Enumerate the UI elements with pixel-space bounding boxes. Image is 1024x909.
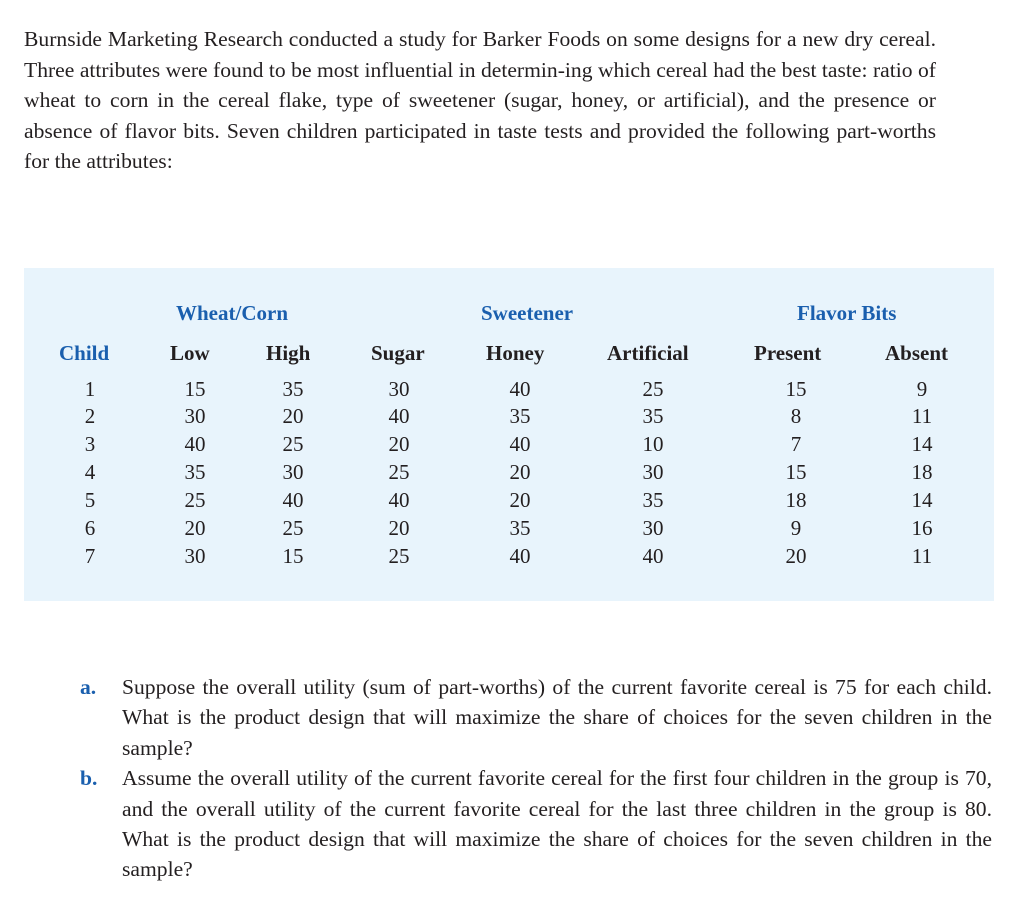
cell-sugar: 20 xyxy=(388,432,410,456)
cell-honey: 20 xyxy=(509,488,531,512)
column-header-sugar: Sugar xyxy=(371,341,425,365)
cell-low: 40 xyxy=(184,432,206,456)
cell-honey: 35 xyxy=(509,404,531,428)
cell-artificial: 30 xyxy=(642,516,664,540)
cell-present: 15 xyxy=(785,460,807,484)
cell-sugar: 40 xyxy=(388,404,410,428)
cell-present: 7 xyxy=(790,432,802,456)
question-b-text: Assume the overall utility of the current favorite cereal for the first four children in the group is 70, and the overall utility of the current favorite cereal for the last three children in the group is 80. What is the product design that will maximize the share of choices for the seven children in the sample? xyxy=(122,766,992,882)
cell-child: 5 xyxy=(84,488,96,512)
cell-child: 3 xyxy=(84,432,96,456)
cell-absent: 16 xyxy=(911,516,933,540)
cell-artificial: 25 xyxy=(642,377,664,401)
cell-child: 4 xyxy=(84,460,96,484)
cell-sugar: 25 xyxy=(388,544,410,568)
question-b xyxy=(80,763,992,885)
cell-artificial: 10 xyxy=(642,432,664,456)
cell-honey: 40 xyxy=(509,377,531,401)
cell-sugar: 20 xyxy=(388,516,410,540)
cell-low: 30 xyxy=(184,544,206,568)
question-a-letter: a. xyxy=(80,675,97,699)
cell-artificial: 30 xyxy=(642,460,664,484)
cell-sugar: 25 xyxy=(388,460,410,484)
cell-high: 25 xyxy=(282,432,304,456)
column-header-child: Child xyxy=(59,341,110,365)
cell-artificial: 35 xyxy=(642,488,664,512)
cell-high: 25 xyxy=(282,516,304,540)
cell-low: 20 xyxy=(184,516,206,540)
cell-honey: 20 xyxy=(509,460,531,484)
cell-low: 15 xyxy=(184,377,206,401)
column-header-high: High xyxy=(266,341,311,365)
cell-sugar: 40 xyxy=(388,488,410,512)
question-b-letter: b. xyxy=(80,766,98,791)
cell-honey: 40 xyxy=(509,432,531,456)
cell-high: 20 xyxy=(282,404,304,428)
cell-absent: 18 xyxy=(911,460,933,484)
cell-present: 15 xyxy=(785,377,807,401)
question-a-text: Suppose the overall utility (sum of part-worths) of the current favorite cereal is 75 for each child. What is the product design that will maximize the share of choices for the seven children in the sample? xyxy=(122,675,992,760)
question-a xyxy=(80,672,992,763)
group-header-flavor-bits: Flavor Bits xyxy=(797,301,897,325)
cell-absent: 14 xyxy=(911,432,933,456)
cell-child: 1 xyxy=(84,377,96,401)
intro-paragraph: Burnside Marketing Research conducted a study for Barker Foods on some designs for a new dry cereal. Three attributes were found to be most influential in determin-ing which cereal had the best taste: ratio of wheat to corn in the cereal flake, type of sweetener (sugar, honey, or artificial), and the presence or absence of flavor bits. Seven children participated in taste tests and provided the following part-worths for the attributes: xyxy=(24,27,936,174)
group-header-sweetener: Sweetener xyxy=(481,301,574,325)
column-header-absent: Absent xyxy=(885,341,949,365)
cell-absent: 11 xyxy=(911,404,933,428)
cell-high: 35 xyxy=(282,377,304,401)
column-header-low: Low xyxy=(170,341,210,365)
cell-honey: 40 xyxy=(509,544,531,568)
part-worths-table xyxy=(24,268,994,601)
cell-present: 20 xyxy=(785,544,807,568)
cell-sugar: 30 xyxy=(388,377,410,401)
column-header-artificial: Artificial xyxy=(607,341,689,365)
cell-low: 25 xyxy=(184,488,206,512)
cell-high: 30 xyxy=(282,460,304,484)
cell-present: 8 xyxy=(790,404,802,428)
cell-absent: 9 xyxy=(916,377,928,401)
cell-high: 15 xyxy=(282,544,304,568)
cell-low: 35 xyxy=(184,460,206,484)
cell-child: 2 xyxy=(84,404,96,428)
question-list xyxy=(80,672,992,885)
cell-honey: 35 xyxy=(509,516,531,540)
cell-child: 6 xyxy=(84,516,96,540)
cell-high: 40 xyxy=(282,488,304,512)
cell-artificial: 40 xyxy=(642,544,664,568)
cell-artificial: 35 xyxy=(642,404,664,428)
column-header-present: Present xyxy=(754,341,822,365)
cell-absent: 14 xyxy=(911,488,933,512)
group-header-wheat-corn: Wheat/Corn xyxy=(176,301,288,325)
cell-present: 9 xyxy=(790,516,802,540)
cell-child: 7 xyxy=(84,544,96,568)
cell-absent: 11 xyxy=(911,544,933,568)
cell-low: 30 xyxy=(184,404,206,428)
column-header-honey: Honey xyxy=(486,341,545,365)
cell-present: 18 xyxy=(785,488,807,512)
